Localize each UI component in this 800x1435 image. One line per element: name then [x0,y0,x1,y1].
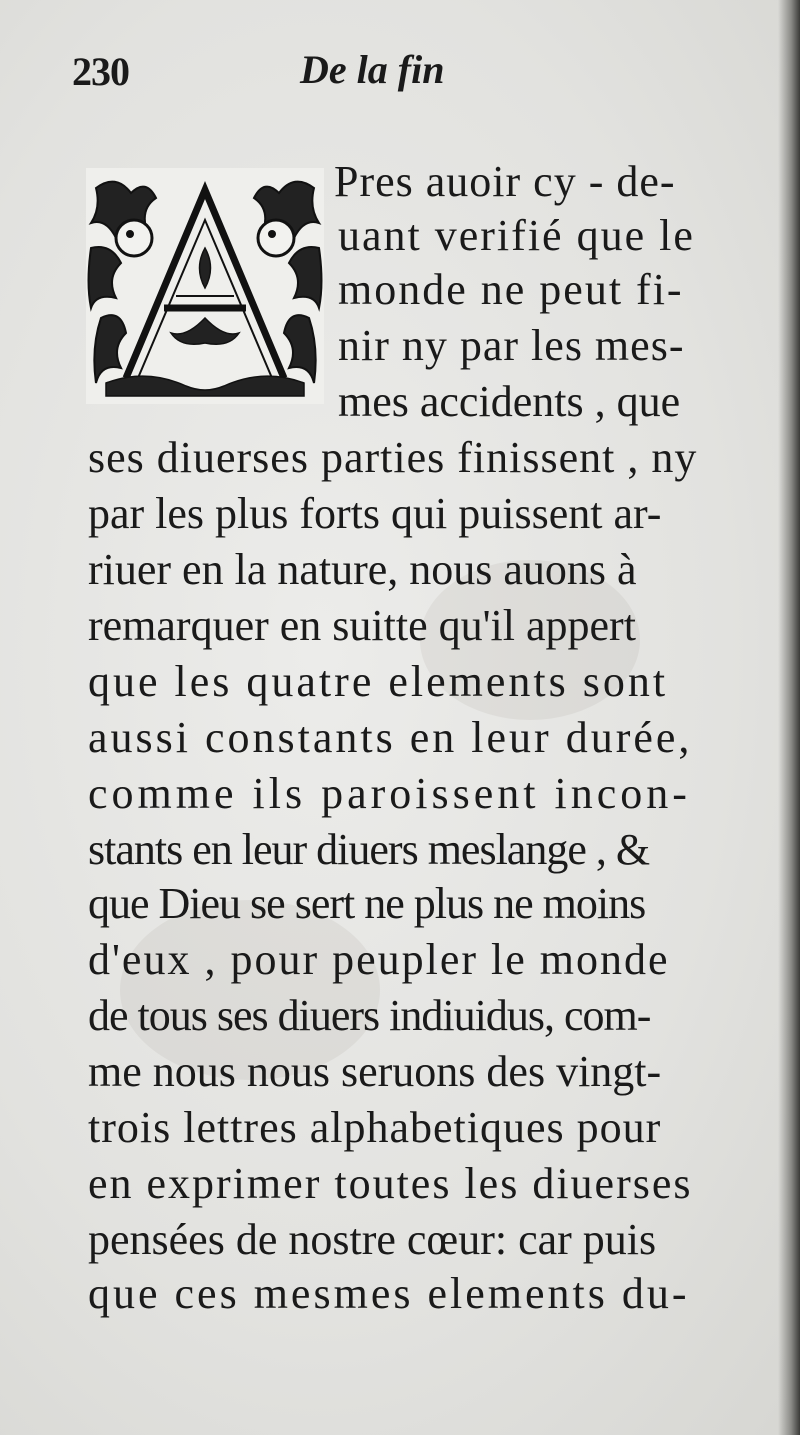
text-line: me nous nous seruons des vingt- [88,1047,662,1096]
text-line: riuer en la nature, nous auons à [88,545,637,594]
page-edge-shadow [778,0,800,1435]
text-line: remarquer en suitte qu'il appert [88,601,636,650]
text-line: pensées de nostre cœur: car puis [88,1215,657,1264]
text-line: que Dieu se sert ne plus ne moins [88,879,646,928]
text-line: en exprimer toutes les diuerses [88,1159,693,1208]
text-line: aussi constants en leur durée, [88,713,693,762]
text-line: nir ny par les mes- [338,321,685,370]
text-line: comme ils paroissent incon- [88,769,691,818]
text-line: stants en leur diuers meslange , & [88,825,650,874]
text-line: mes accidents , que [338,377,681,426]
text-line: monde ne peut fi- [338,265,684,314]
text-line: uant verifié que le [338,211,695,260]
text-line: ses diuerses parties finissent , ny [88,433,698,482]
text-line: Pres auoir cy - de- [334,157,676,206]
text-line: par les plus forts qui puissent ar- [88,489,662,538]
decorated-initial-a [86,168,324,404]
text-line: que ces mesmes elements du- [88,1269,690,1318]
text-line: trois lettres alphabetiques pour [88,1103,662,1152]
text-line: de tous ses diuers indiuidus, com- [88,991,651,1040]
text-line: que les quatre elements sont [88,657,669,706]
page-number: 230 [72,49,129,94]
text-line: d'eux , pour peupler le monde [88,935,670,984]
running-title: De la fin [300,47,445,92]
